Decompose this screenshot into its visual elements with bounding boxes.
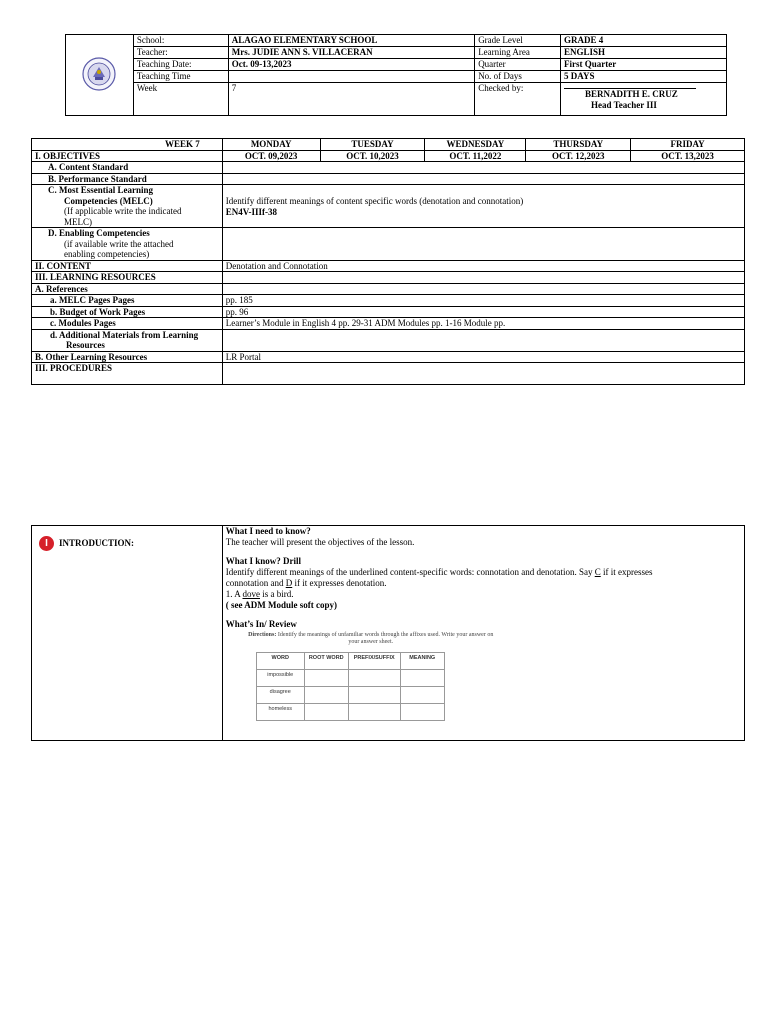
date-monday: OCT. 09,2023 <box>222 150 320 162</box>
days-value: 5 DAYS <box>561 71 727 83</box>
ws-word: disagree <box>256 687 304 704</box>
worksheet-directions <box>246 632 496 646</box>
item-prefix: 1. A <box>225 589 243 599</box>
week-label: Week <box>133 83 228 116</box>
checked-by-label: Checked by: <box>475 83 561 116</box>
enabling-value <box>222 228 744 261</box>
worksheet-image <box>248 632 496 721</box>
performance-standard-value <box>222 173 744 185</box>
performance-standard-label: B. Performance Standard <box>32 173 223 185</box>
learning-resources-heading: III. LEARNING RESOURCES <box>32 272 223 284</box>
melc-value: Identify different meanings of content specific words (denotation and connotation) <box>225 196 524 206</box>
ws-word: homeless <box>256 704 304 721</box>
ws-cell <box>304 687 348 704</box>
drill-text-1: Identify different meanings of the underlined content-specific words: connotation and denotation. Say <box>225 567 595 577</box>
drill-c: C <box>594 567 601 577</box>
teaching-time-value <box>228 71 474 83</box>
additional-materials-cell <box>32 329 223 351</box>
grade-level-label: Grade Level <box>475 35 561 47</box>
ws-header-meaning: MEANING <box>400 653 444 670</box>
melc-pages-value: pp. 185 <box>222 295 744 307</box>
additional-label-2: Resources <box>66 340 105 350</box>
additional-label-1: d. Additional Materials from Learning <box>50 329 199 340</box>
learning-area-value: ENGLISH <box>561 47 727 59</box>
school-value: ALAGAO ELEMENTARY SCHOOL <box>228 35 474 47</box>
drill-instructions <box>226 567 741 578</box>
teaching-date-value: Oct. 09-13,2023 <box>228 59 474 71</box>
other-resources-value: LR Portal <box>222 351 744 363</box>
date-friday: OCT. 13,2023 <box>631 150 745 162</box>
ws-cell <box>400 687 444 704</box>
directions-text: Identify the meanings of unfamiliar words through the affixes used. Write your answer on your answer sheet. <box>276 632 494 645</box>
week-value: 7 <box>228 83 474 116</box>
directions-label: Directions: <box>248 632 277 638</box>
need-to-know-text: The teacher will present the objectives of the lesson. <box>225 537 415 547</box>
melc-note-2: MELC) <box>64 216 92 227</box>
drill-text-3: connotation and <box>225 578 286 588</box>
teaching-date-label: Teaching Date: <box>133 59 228 71</box>
enabling-note-2: enabling competencies) <box>64 249 150 259</box>
melc-code: EN4V-IIIf-38 <box>225 206 278 217</box>
learning-area-label: Learning Area <box>475 47 561 59</box>
ws-cell <box>348 687 400 704</box>
budget-label: b. Budget of Work Pages <box>32 306 223 318</box>
melc-label-cell <box>32 185 223 228</box>
teacher-label: Teacher: <box>133 47 228 59</box>
objectives-heading: I. OBJECTIVES <box>32 150 223 162</box>
ws-header-affix: PREFIX/SUFFIX <box>348 653 400 670</box>
deped-seal-logo <box>66 35 134 116</box>
modules-value: Learner’s Module in English 4 pp. 29-31 ADM Modules pp. 1-16 Module pp. <box>222 318 744 330</box>
checker-name: BERNADITH E. CRUZ <box>585 89 678 99</box>
checker-cell <box>561 83 727 116</box>
drill-text-2: if it expresses <box>600 567 653 577</box>
melc-value-cell <box>222 185 744 228</box>
ws-cell <box>400 704 444 721</box>
procedures-heading: III. PROCEDURES <box>32 363 223 385</box>
content-value: Denotation and Connotation <box>222 260 744 272</box>
need-to-know-title: What I need to know? <box>225 526 311 536</box>
week-header: WEEK 7 <box>32 139 223 151</box>
references-heading: A. References <box>32 283 223 295</box>
other-resources-label: B. Other Learning Resources <box>32 351 223 363</box>
grade-level-value: GRADE 4 <box>561 35 727 47</box>
item-word: dove <box>242 589 260 599</box>
day-friday: FRIDAY <box>631 139 745 151</box>
weekly-plan-table <box>31 138 745 385</box>
quarter-label: Quarter <box>475 59 561 71</box>
introduction-content-cell <box>222 526 744 741</box>
date-wednesday: OCT. 11,2022 <box>425 150 526 162</box>
see-module-note: ( see ADM Module soft copy) <box>225 600 337 610</box>
content-standard-label: A. Content Standard <box>32 162 223 174</box>
header-table <box>65 34 727 116</box>
additional-materials-value <box>222 329 744 351</box>
content-standard-value <box>222 162 744 174</box>
drill-item <box>226 589 741 600</box>
introduction-badge-icon: I <box>39 536 54 551</box>
teaching-time-label: Teaching Time <box>133 71 228 83</box>
drill-text-4: if it expresses denotation. <box>292 578 387 588</box>
drill-d: D <box>285 578 293 588</box>
drill-title: What I know? Drill <box>225 556 301 566</box>
introduction-table <box>31 525 745 741</box>
date-thursday: OCT. 12,2023 <box>526 150 631 162</box>
ws-header-word: WORD <box>256 653 304 670</box>
learning-resources-value <box>222 272 744 284</box>
worksheet-table <box>256 652 445 721</box>
enabling-note-1: (if available write the attached <box>64 238 174 249</box>
ws-word: impossible <box>256 670 304 687</box>
day-thursday: THURSDAY <box>526 139 631 151</box>
ws-cell <box>348 670 400 687</box>
melc-title-1: C. Most Essential Learning <box>48 185 154 195</box>
item-suffix: is a bird. <box>260 589 294 599</box>
day-monday: MONDAY <box>222 139 320 151</box>
enabling-label-cell <box>32 228 223 261</box>
checker-title: Head Teacher III <box>591 100 657 110</box>
ws-cell <box>304 670 348 687</box>
enabling-title: D. Enabling Competencies <box>48 228 150 238</box>
date-tuesday: OCT. 10,2023 <box>320 150 425 162</box>
quarter-value: First Quarter <box>561 59 727 71</box>
days-label: No. of Days <box>475 71 561 83</box>
introduction-label: INTRODUCTION: <box>59 538 135 548</box>
day-wednesday: WEDNESDAY <box>425 139 526 151</box>
modules-label: c. Modules Pages <box>32 318 223 330</box>
review-title: What’s In/ Review <box>225 619 297 629</box>
ws-cell <box>400 670 444 687</box>
day-tuesday: TUESDAY <box>320 139 425 151</box>
references-value <box>222 283 744 295</box>
melc-pages-label: a. MELC Pages Pages <box>32 295 223 307</box>
procedures-value <box>222 363 744 385</box>
melc-title-2: Competencies (MELC) <box>64 195 153 206</box>
budget-value: pp. 96 <box>222 306 744 318</box>
ws-header-root: ROOT WORD <box>304 653 348 670</box>
school-label: School: <box>133 35 228 47</box>
melc-note-1: (If applicable write the indicated <box>64 206 182 216</box>
ws-cell <box>348 704 400 721</box>
drill-instructions-2 <box>226 578 741 589</box>
seal-icon <box>82 57 116 91</box>
content-heading: II. CONTENT <box>32 260 223 272</box>
introduction-label-cell <box>32 526 223 741</box>
ws-cell <box>304 704 348 721</box>
teacher-value: Mrs. JUDIE ANN S. VILLACERAN <box>228 47 474 59</box>
